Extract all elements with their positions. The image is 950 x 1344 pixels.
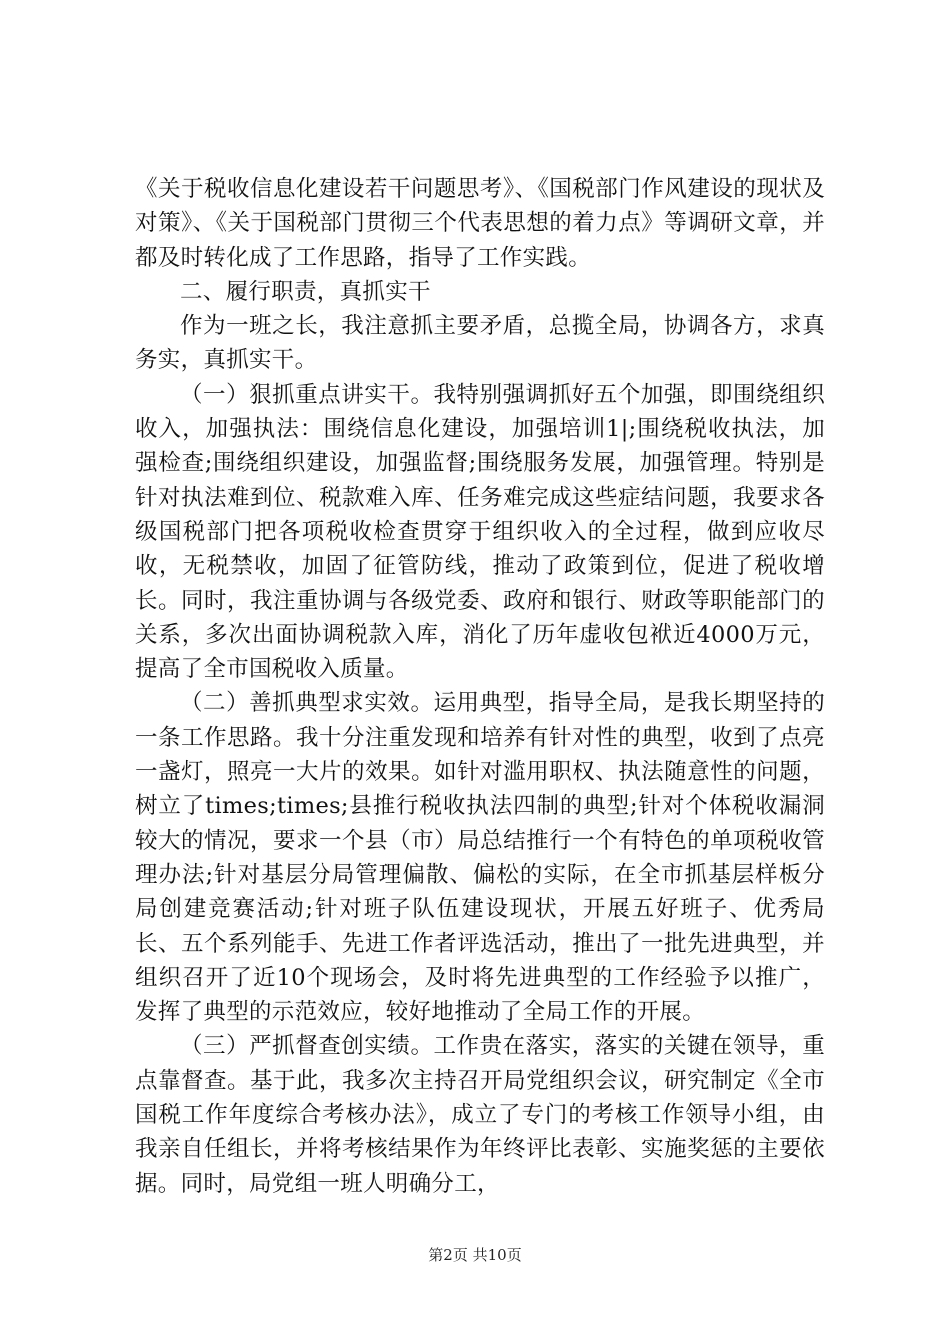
paragraph-item-1: （一）狠抓重点讲实干。我特别强调抓好五个加强，即围绕组织收入，加强执法：围绕信息化建设，加强培训1|;围绕税收执法，加强检查;围绕组织建设，加强监督;围绕服务发展，加强管理。特别是针对执法难到位、税款难入库、任务难完成这些症结问题，我要求各级国税部门把各项税收检查贯穿于组织收入的全过程，做到应收尽收，无税禁收，加固了征管防线，推动了政策到位，促进了税收增长。同时，我注重协调与各级党委、政府和银行、财政等职能部门的关系，多次出面协调税款入库，消化了历年虚收包袱近4000万元，提高了全市国税收入质量。: [135, 381, 825, 683]
paragraph-item-3: （三）严抓督查创实绩。工作贵在落实，落实的关键在领导，重点靠督查。基于此，我多次主持召开局党组织会议，研究制定《全市国税工作年度综合考核办法》，成立了专门的考核工作领导小组，由我亲自任组长，并将考核结果作为年终评比表彰、实施奖惩的主要依据。同时，局党组一班人明确分工，: [135, 1033, 825, 1197]
paragraph-item-2: （二）善抓典型求实效。运用典型，指导全局，是我长期坚持的一条工作思路。我十分注重发现和培养有针对性的典型，收到了点亮一盏灯，照亮一大片的效果。如针对滥用职权、执法随意性的问题，树立了times;times;县推行税收执法四制的典型;针对个体税收漏洞较大的情况，要求一个县（市）局总结推行一个有特色的单项税收管理办法;针对基层分局管理偏散、偏松的实际，在全市抓基层样板分局创建竞赛活动;针对班子队伍建设现状，开展五好班子、优秀局长、五个系列能手、先进工作者评选活动，推出了一批先进典型，并组织召开了近10个现场会，及时将先进典型的工作经验予以推广，发挥了典型的示范效应，较好地推动了全局工作的开展。: [135, 690, 825, 1026]
paragraph-continuation: 《关于税收信息化建设若干问题思考》、《国税部门作风建设的现状及对策》、《关于国税部门贯彻三个代表思想的着力点》等调研文章，并都及时转化成了工作思路，指导了工作实践。: [135, 176, 825, 271]
document-body: [135, 172, 825, 1201]
page-footer: 第2页 共10页: [428, 1246, 522, 1264]
section-heading: 二、履行职责，真抓实干: [180, 278, 431, 305]
paragraph-intro: 作为一班之长，我注意抓主要矛盾，总揽全局，协调各方，求真务实，真抓实干。: [135, 313, 825, 374]
